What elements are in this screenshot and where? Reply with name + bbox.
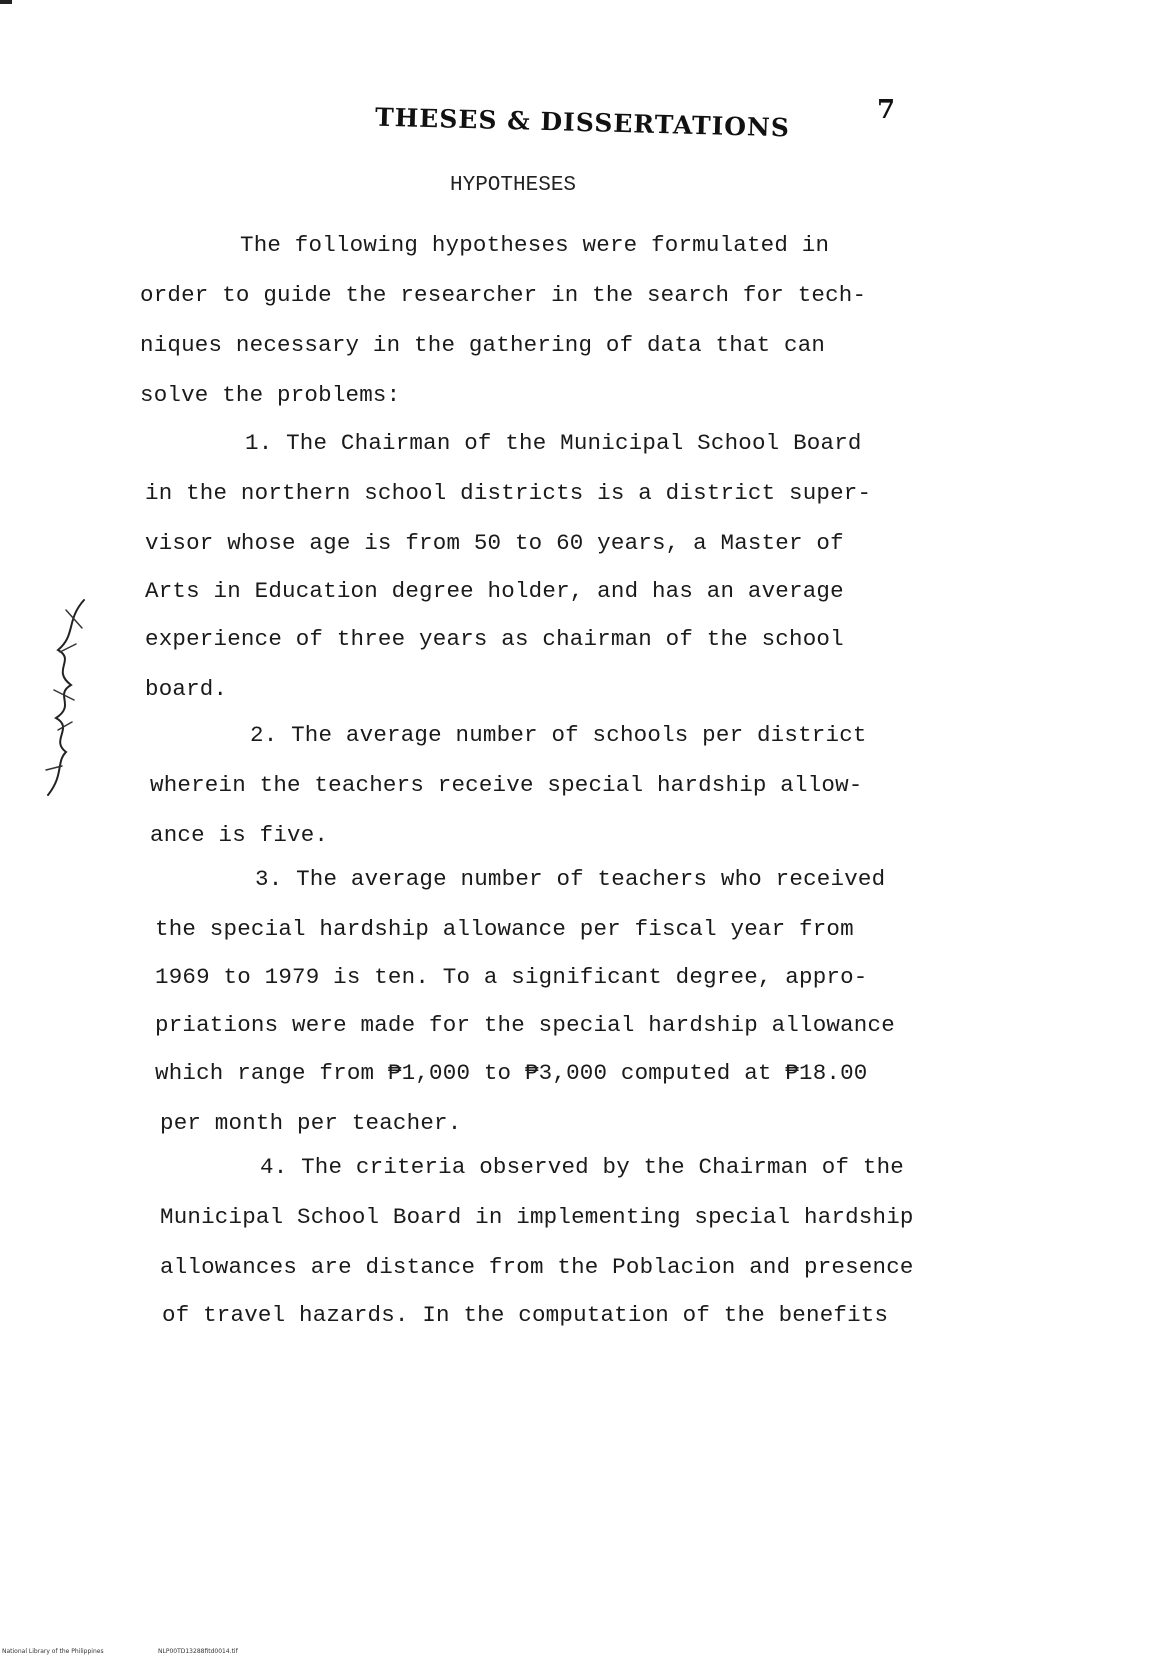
hypothesis-2-line: wherein the teachers receive special hardship allow- (150, 772, 863, 798)
hypothesis-3-line: per month per teacher. (160, 1110, 462, 1136)
hypothesis-1-line: experience of three years as chairman of the school (145, 626, 844, 652)
hypothesis-4-line: of travel hazards. In the computation of the benefits (162, 1302, 889, 1328)
section-heading: HYPOTHESES (450, 174, 577, 197)
body-line: solve the problems: (140, 382, 401, 408)
hypothesis-3-line: 3. The average number of teachers who received (255, 866, 886, 892)
footer-file-id: NLP00TD13288fitd0014.tif (158, 1648, 238, 1655)
footer-library-credit: National Library of the Philippines (2, 1648, 104, 1655)
hypothesis-1-line: board. (145, 676, 228, 702)
body-line: The following hypotheses were formulated in (240, 232, 830, 258)
hypothesis-2-line: 2. The average number of schools per district (250, 722, 867, 748)
hypothesis-1-line: visor whose age is from 50 to 60 years, a Master of (145, 530, 844, 556)
hypothesis-4-line: 4. The criteria observed by the Chairman of the (260, 1154, 905, 1180)
hypothesis-4-line: allowances are distance from the Poblacion and presence (160, 1254, 914, 1280)
hypothesis-1-line: 1. The Chairman of the Municipal School Board (245, 430, 862, 456)
body-line: niques necessary in the gathering of data that can (140, 332, 826, 358)
hypothesis-1-line: Arts in Education degree holder, and has an average (145, 578, 844, 604)
body-line: order to guide the researcher in the search for tech- (140, 282, 867, 308)
hypothesis-3-line: priations were made for the special hardship allowance (155, 1012, 895, 1038)
hypothesis-1-line: in the northern school districts is a district super- (145, 480, 872, 506)
hypothesis-2-line: ance is five. (150, 822, 329, 848)
page-number: 7 (877, 95, 896, 125)
hypothesis-3-line: the special hardship allowance per fiscal year from (155, 916, 854, 942)
hypothesis-4-line: Municipal School Board in implementing special hardship (160, 1204, 914, 1230)
scan-corner-mark (0, 0, 12, 4)
hypothesis-3-line: 1969 to 1979 is ten. To a significant degree, appro- (155, 964, 868, 990)
handwritten-signature (36, 590, 96, 800)
theses-dissertations-stamp: THESES & DISSERTATIONS (374, 102, 791, 143)
hypothesis-3-line: which range from ₱1,000 to ₱3,000 computed at ₱18.00 (155, 1060, 868, 1086)
